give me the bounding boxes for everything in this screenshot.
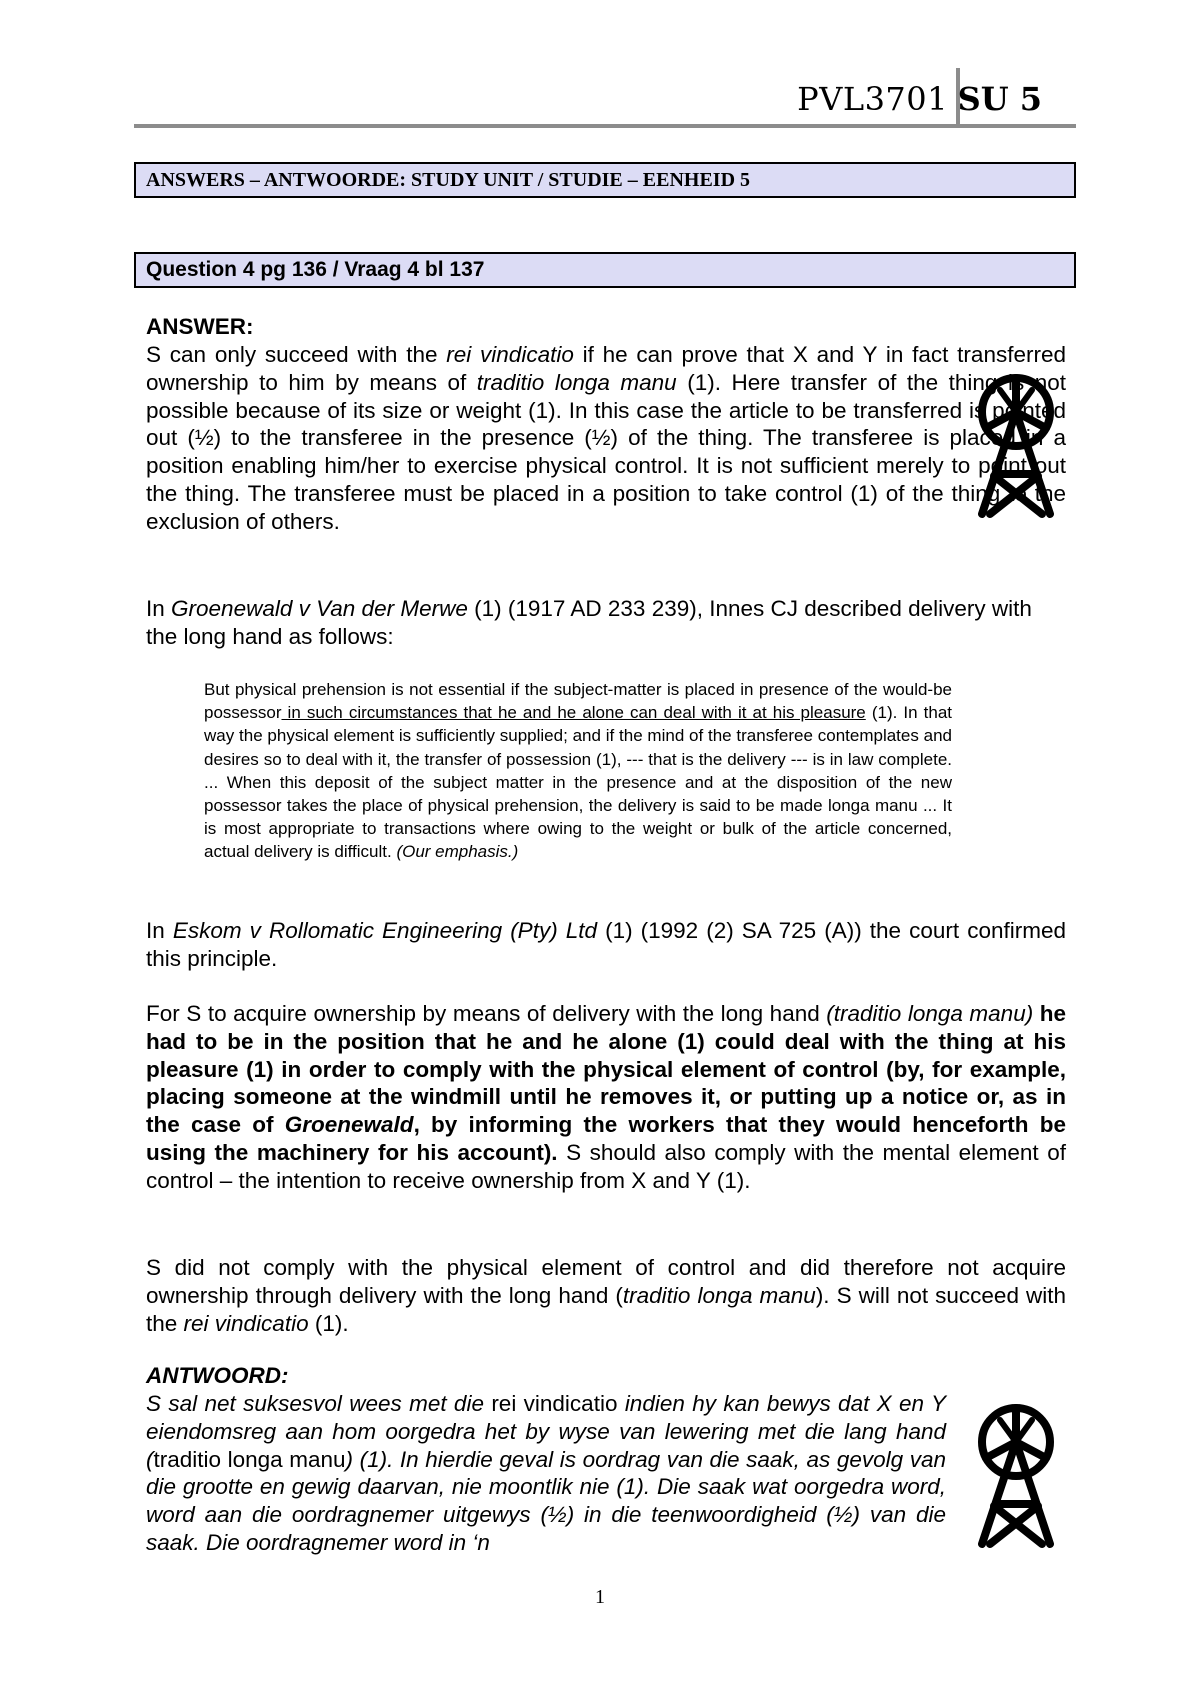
- windmill-tower-icon: [966, 1400, 1066, 1550]
- quote-underlined: in such circumstances that he and he alone can deal with it at his pleasure: [281, 703, 866, 723]
- quote-emphasis: (Our emphasis.): [396, 842, 519, 862]
- answers-banner: [134, 162, 1076, 198]
- answer-p5-tlm: traditio longa manu: [622, 1282, 816, 1308]
- answer-p1-rv: rei vindicatio: [446, 342, 574, 367]
- answer-p1-a: S can only succeed with the: [146, 342, 447, 367]
- answer-p1-text: [146, 341, 1066, 536]
- answer-p4-case: Groenewald: [284, 1112, 414, 1138]
- question-banner: [134, 252, 1076, 288]
- court-quote: [204, 678, 952, 864]
- antwoord-label-block: [146, 1362, 946, 1390]
- answer-p2-b: (1) (1917 AD 233 239), Innes CJ described delivery with the long hand as follows:: [146, 596, 1032, 649]
- answer-paragraph-2: [146, 595, 1066, 651]
- quote-b: (1). In that way the physical element is sufficiently supplied; and if the mind of the transferee contemplates and desires so to deal with it, the transfer of possession (1), --- that is the delivery --- is in law complete. ... When this deposit of the subject matter in the presence and at the disposition of the new possessor takes the place of physical prehension, the delivery is said to be made longa manu ... It is most appropriate to transactions where owing to the weight or bulk of the article concerned, actual delivery is difficult.: [204, 703, 952, 862]
- answer-label: ANSWER:: [146, 314, 254, 339]
- header-rule: [134, 124, 1076, 128]
- answer-p2-a: In: [146, 596, 172, 621]
- answer-p4-a: For S to acquire ownership by means of delivery with the long hand: [146, 1001, 827, 1026]
- antwoord-a1: S sal net suksesvol wees met die: [146, 1391, 492, 1416]
- answer-p3-b: (1) (1992 (2) SA 725 (A)) the court confirmed this principle.: [146, 918, 1066, 971]
- answer-p1-b: if he can prove that X and Y in fact transferred ownership to him by means of: [146, 342, 1066, 395]
- answer-p4-bold1: he had to be in the position that he and he alone (1) could deal with the thing at his pleasure (1) in order to comply with the physical element of control (by, for example, placing someone at the windmill until he removes it, or putting up a notice or, as in the case of: [146, 1001, 1066, 1138]
- answer-p1-c: (1). Here transfer of the thing is not possible because of its size or weight (1). In this case the article to be transferred is pointed out (½) to the transferee in the presence (½) of the thing. The transferee is placed in a position enabling him/her to exercise physical control. It is not sufficient merely to point out the thing. The transferee must be placed in a position to take control (1) of the thing to the exclusion of others.: [146, 369, 1067, 534]
- answer-p1-tlm: traditio longa manu: [476, 369, 677, 395]
- answer-paragraph-1: [146, 341, 1066, 536]
- study-unit-label: SU 5: [957, 80, 1042, 118]
- answer-p4-tlm: (traditio longa manu): [826, 1001, 1034, 1026]
- answer-p5-rv: rei vindicatio: [183, 1310, 309, 1336]
- answers-banner-title: ANSWERS – ANTWOORDE: STUDY UNIT / STUDIE – EENHEID 5: [146, 169, 751, 191]
- answer-p5-a: S did not comply with the physical element of control and did therefore not acquire ownership through delivery with the long hand (: [146, 1255, 1066, 1308]
- antwoord-rv: rei vindicatio: [491, 1391, 618, 1416]
- antwoord-a2: indien hy kan bewys dat X en Y eiendomsreg aan hom oorgedra het by wyse van lewering met die lang hand (: [146, 1391, 947, 1472]
- answer-label-block: [146, 313, 1066, 341]
- answer-p4-bold2: , by informing the workers that they would henceforth be using the machinery for his account).: [146, 1112, 1067, 1165]
- quote-a: But physical prehension is not essential if the subject-matter is placed in presence of the would-be possessor: [204, 680, 952, 723]
- windmill-tower-icon: [966, 370, 1066, 520]
- answer-p4-b: S should also comply with the mental element of control – the intention to receive ownership from X and Y (1).: [146, 1139, 1066, 1193]
- antwoord-tlm: traditio longa manu: [153, 1446, 346, 1472]
- antwoord-paragraph: [146, 1390, 946, 1557]
- answer-paragraph-5: [146, 1254, 1066, 1337]
- answer-p2-case: Groenewald v Van der Merwe: [171, 596, 468, 621]
- answer-p5-c: (1).: [308, 1310, 349, 1336]
- answer-p3-case: Eskom v Rollomatic Engineering (Pty) Ltd: [172, 918, 598, 943]
- module-code: PVL3701: [797, 80, 948, 118]
- answer-paragraph-3: [146, 917, 1066, 973]
- answer-paragraph-4: [146, 1000, 1066, 1195]
- antwoord-label: ANTWOORD:: [146, 1363, 289, 1388]
- antwoord-a3: ) (1). In hierdie geval is oordrag van die saak, as gevolg van die grootte en gewig daarvan, nie moontlik nie (1). Die saak wat oorgedra word, word aan die oordragnemer uitgewys (½) in die teenwoordigheid (½) van die saak. Die oordragnemer word in ‘n: [146, 1446, 946, 1555]
- answer-p3-a: In: [146, 918, 173, 943]
- answer-p5-b: ). S will not succeed with the: [146, 1282, 1066, 1336]
- page-number: 1: [595, 1586, 605, 1608]
- page-header: [134, 68, 1076, 128]
- question-title: Question 4 pg 136 / Vraag 4 bl 137: [146, 258, 485, 281]
